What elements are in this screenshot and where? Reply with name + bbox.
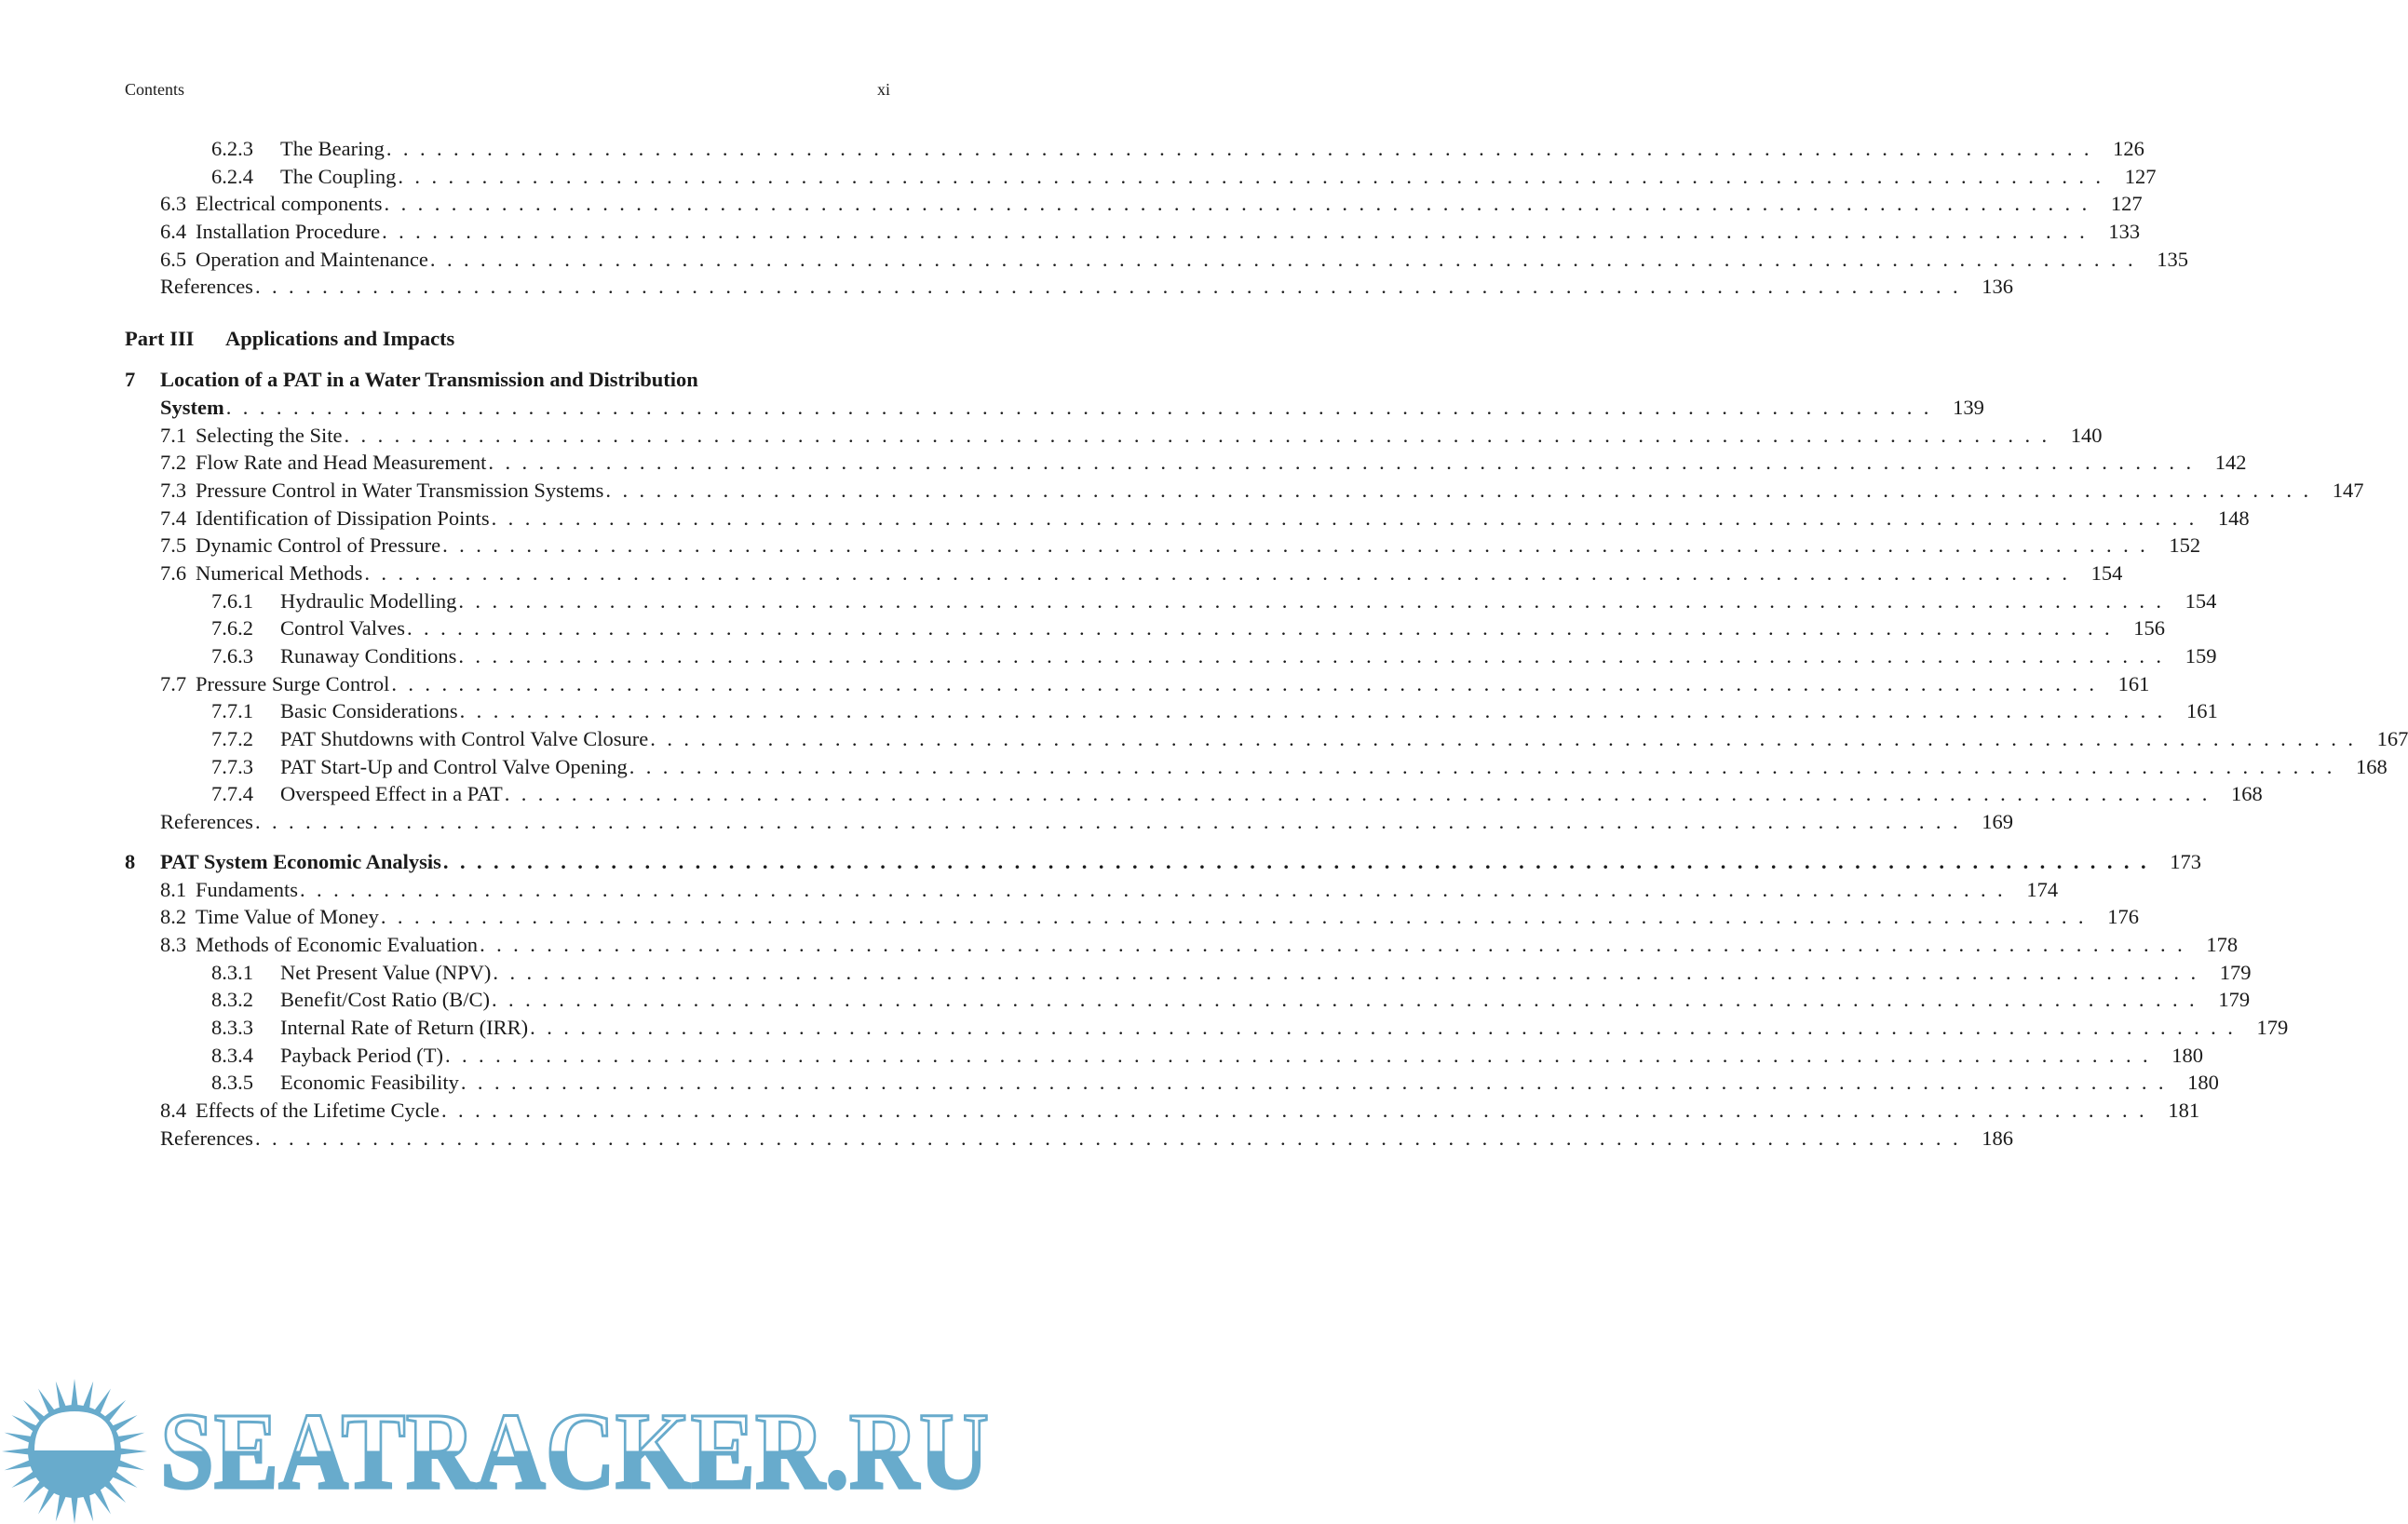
- section-title: Identification of Dissipation Points: [196, 506, 490, 530]
- toc-subsection-entry[interactable]: [125, 1069, 2219, 1097]
- dot-leader: [385, 190, 2090, 218]
- chapter-title-line2: System: [160, 395, 224, 419]
- toc-section-entry[interactable]: [125, 477, 2364, 505]
- section-number: 7.7.1: [211, 699, 253, 723]
- section-page: 156: [2133, 616, 2166, 641]
- dot-leader: [407, 614, 2113, 642]
- section-page: 142: [2214, 451, 2247, 475]
- dot-leader: [605, 477, 2311, 505]
- toc-section-entry[interactable]: [125, 422, 2103, 450]
- dot-leader: [364, 560, 2070, 587]
- section-title: Effects of the Lifetime Cycle: [196, 1099, 440, 1122]
- section-title: Pressure Control in Water Transmission Systems: [196, 478, 604, 502]
- dot-leader: [458, 642, 2164, 670]
- section-title: Operation and Maintenance: [196, 247, 428, 271]
- section-number: 8.3.3: [211, 1015, 253, 1039]
- toc-subsection-entry[interactable]: [125, 587, 2217, 615]
- section-title: Dynamic Control of Pressure: [196, 533, 441, 558]
- dot-leader: [382, 218, 2088, 246]
- section-number: 7.6.1: [211, 588, 253, 613]
- section-number: 7.7: [160, 671, 187, 695]
- toc-subsection-entry[interactable]: [125, 1014, 2289, 1042]
- section-number: 8.3.5: [211, 1071, 253, 1095]
- section-page: 140: [2070, 423, 2103, 447]
- section-number: 7.7.3: [211, 754, 253, 778]
- dot-leader: [300, 876, 2006, 904]
- toc-references-entry[interactable]: [125, 273, 2014, 301]
- section-number: 7.2: [160, 451, 187, 475]
- section-title: Benefit/Cost Ratio (B/C): [280, 988, 490, 1012]
- toc-section-entry[interactable]: [125, 190, 2143, 218]
- toc-section-entry[interactable]: [125, 931, 2239, 959]
- toc-section-entry[interactable]: [125, 449, 2247, 477]
- toc-section-entry[interactable]: [125, 903, 2139, 931]
- section-title: The Bearing: [280, 137, 385, 160]
- table-of-contents: [125, 135, 2408, 1152]
- section-title: Flow Rate and Head Measurement: [196, 451, 487, 475]
- section-page: 147: [2332, 478, 2364, 502]
- section-page: 126: [2113, 137, 2144, 160]
- toc-subsection-entry[interactable]: [125, 1042, 2204, 1070]
- toc-section-entry[interactable]: [125, 246, 2188, 274]
- section-page: 180: [2171, 1043, 2204, 1067]
- section-page: 178: [2206, 932, 2239, 956]
- section-page: 148: [2217, 506, 2250, 530]
- dot-leader: [458, 587, 2164, 615]
- dot-leader: [255, 273, 1961, 301]
- section-number: 7.1: [160, 423, 187, 447]
- section-number: 8.3.4: [211, 1043, 253, 1067]
- dot-leader: [441, 1097, 2147, 1125]
- dot-leader: [381, 903, 2087, 931]
- section-page: 176: [2107, 905, 2139, 929]
- section-title: Pressure Surge Control: [196, 671, 390, 695]
- dot-leader: [650, 725, 2356, 753]
- dot-leader: [530, 1014, 2236, 1042]
- toc-subsection-entry[interactable]: [125, 697, 2218, 725]
- section-number: 6.2.3: [211, 137, 253, 160]
- section-title: PAT Start-Up and Control Valve Opening: [280, 754, 628, 778]
- toc-subsection-entry[interactable]: [125, 753, 2388, 781]
- section-page: 179: [2256, 1015, 2289, 1039]
- dot-leader: [386, 135, 2092, 163]
- toc-section-entry[interactable]: [125, 218, 2141, 246]
- toc-references-entry[interactable]: [125, 1125, 2014, 1153]
- toc-section-entry[interactable]: [125, 505, 2250, 533]
- section-title: Net Present Value (NPV): [280, 960, 492, 984]
- section-number: 7.4: [160, 506, 187, 530]
- section-page: 168: [2231, 782, 2263, 806]
- section-title: References: [160, 810, 253, 834]
- section-number: 7.6.3: [211, 644, 253, 668]
- section-page: 127: [2110, 192, 2143, 216]
- section-page: 154: [2185, 588, 2217, 613]
- section-page: 159: [2185, 644, 2217, 668]
- section-page: 180: [2187, 1071, 2219, 1095]
- dot-leader: [492, 505, 2198, 533]
- dot-leader: [391, 670, 2097, 698]
- dot-leader: [255, 808, 1961, 836]
- watermark-text: SEATRACKER.RU: [160, 1390, 989, 1512]
- toc-subsection-entry[interactable]: [125, 780, 2263, 808]
- section-title: References: [160, 1126, 253, 1150]
- dot-leader: [629, 753, 2335, 781]
- section-title: Installation Procedure: [196, 220, 381, 244]
- toc-section-entry[interactable]: [125, 876, 2059, 904]
- section-title: Time Value of Money: [196, 905, 379, 929]
- part-number: Part III: [125, 327, 195, 351]
- section-page: 179: [2218, 988, 2251, 1012]
- part-title: Applications and Impacts: [225, 327, 455, 351]
- dot-leader: [460, 697, 2166, 725]
- section-page: 154: [2090, 560, 2123, 585]
- dot-leader: [505, 780, 2211, 808]
- section-title: Payback Period (T): [280, 1043, 443, 1067]
- dot-leader: [226, 394, 1932, 422]
- section-title: Hydraulic Modelling: [280, 588, 457, 613]
- chapter-title: PAT System Economic Analysis: [160, 849, 441, 873]
- dot-leader: [445, 1042, 2151, 1070]
- section-number: 8.3.2: [211, 988, 253, 1012]
- section-number: 7.5: [160, 533, 187, 558]
- chapter-7-heading-cont[interactable]: [125, 394, 1984, 422]
- section-number: 7.7.2: [211, 727, 253, 751]
- toc-subsection-entry[interactable]: [125, 959, 2252, 987]
- chapter-title-line1: Location of a PAT in a Water Transmission and Distribution: [160, 368, 698, 392]
- section-page: 174: [2026, 877, 2059, 901]
- section-page: 133: [2108, 220, 2141, 244]
- section-page: 127: [2124, 164, 2157, 188]
- toc-section-entry[interactable]: [125, 532, 2201, 560]
- toc-subsection-entry[interactable]: [125, 163, 2157, 191]
- chapter-number: 8: [125, 849, 136, 873]
- section-title: Internal Rate of Return (IRR): [280, 1015, 529, 1039]
- chapter-page: 139: [1953, 395, 1984, 419]
- dot-leader: [443, 848, 2149, 876]
- section-number: 7.6.2: [211, 616, 253, 641]
- dot-leader: [488, 449, 2194, 477]
- section-page: 152: [2169, 533, 2201, 558]
- section-title: Basic Considerations: [280, 699, 458, 723]
- dot-leader: [255, 1125, 1961, 1153]
- section-page: 161: [2117, 671, 2150, 695]
- dot-leader: [461, 1069, 2167, 1097]
- section-title: Selecting the Site: [196, 423, 343, 447]
- running-header-title: Contents: [125, 80, 185, 99]
- dot-leader: [430, 246, 2136, 274]
- toc-subsection-entry[interactable]: [125, 725, 2408, 753]
- chapter-8-heading[interactable]: [125, 848, 2201, 876]
- section-page: 136: [1982, 275, 2014, 299]
- section-title: The Coupling: [280, 164, 397, 188]
- section-number: 6.2.4: [211, 164, 253, 188]
- dot-leader: [480, 931, 2185, 959]
- section-title: Economic Feasibility: [280, 1071, 459, 1095]
- section-title: Methods of Economic Evaluation: [196, 932, 479, 956]
- toc-section-entry[interactable]: [125, 560, 2123, 587]
- chapter-page: 173: [2170, 849, 2201, 873]
- seatracker-watermark-logo: [0, 1378, 1006, 1524]
- section-number: 8.1: [160, 877, 187, 901]
- section-title: Electrical components: [196, 192, 383, 216]
- section-page: 135: [2157, 247, 2188, 271]
- section-page: 168: [2356, 754, 2388, 778]
- section-title: Numerical Methods: [196, 560, 363, 585]
- section-number: 8.3: [160, 932, 187, 956]
- section-title: Runaway Conditions: [280, 644, 457, 668]
- section-number: 7.6: [160, 560, 187, 585]
- section-page: 179: [2219, 960, 2252, 984]
- toc-subsection-entry[interactable]: [125, 986, 2251, 1014]
- section-title: Control Valves: [280, 616, 405, 641]
- section-page: 181: [2168, 1099, 2200, 1122]
- section-number: 8.2: [160, 905, 187, 929]
- dot-leader: [492, 986, 2198, 1014]
- toc-section-entry[interactable]: [125, 670, 2150, 698]
- section-number: 7.3: [160, 478, 187, 502]
- section-page: 169: [1982, 810, 2014, 834]
- section-number: 8.4: [160, 1099, 187, 1122]
- section-number: 8.3.1: [211, 960, 253, 984]
- section-page: 161: [2185, 699, 2218, 723]
- toc-subsection-entry[interactable]: [125, 135, 2144, 163]
- toc-subsection-entry[interactable]: [125, 614, 2166, 642]
- toc-section-entry[interactable]: [125, 1097, 2200, 1125]
- chapter-7-heading[interactable]: [125, 366, 890, 394]
- chapter-number: 7: [125, 368, 136, 392]
- section-title: PAT Shutdowns with Control Valve Closure: [280, 727, 649, 751]
- section-number: 7.7.4: [211, 782, 253, 806]
- dot-leader: [493, 959, 2198, 987]
- sun-icon: [2, 1379, 147, 1524]
- section-page: 186: [1982, 1126, 2014, 1150]
- section-number: 6.4: [160, 220, 187, 244]
- dot-leader: [442, 532, 2148, 560]
- section-title: Overspeed Effect in a PAT: [280, 782, 503, 806]
- toc-subsection-entry[interactable]: [125, 642, 2217, 670]
- dot-leader: [344, 422, 2050, 450]
- section-title: References: [160, 275, 253, 299]
- toc-references-entry[interactable]: [125, 808, 2014, 836]
- section-page: 167: [2376, 727, 2408, 751]
- part-heading: [125, 325, 890, 353]
- section-title: Fundaments: [196, 877, 298, 901]
- section-number: 6.3: [160, 192, 187, 216]
- page-number: xi: [876, 80, 890, 99]
- dot-leader: [398, 163, 2104, 191]
- section-number: 6.5: [160, 247, 187, 271]
